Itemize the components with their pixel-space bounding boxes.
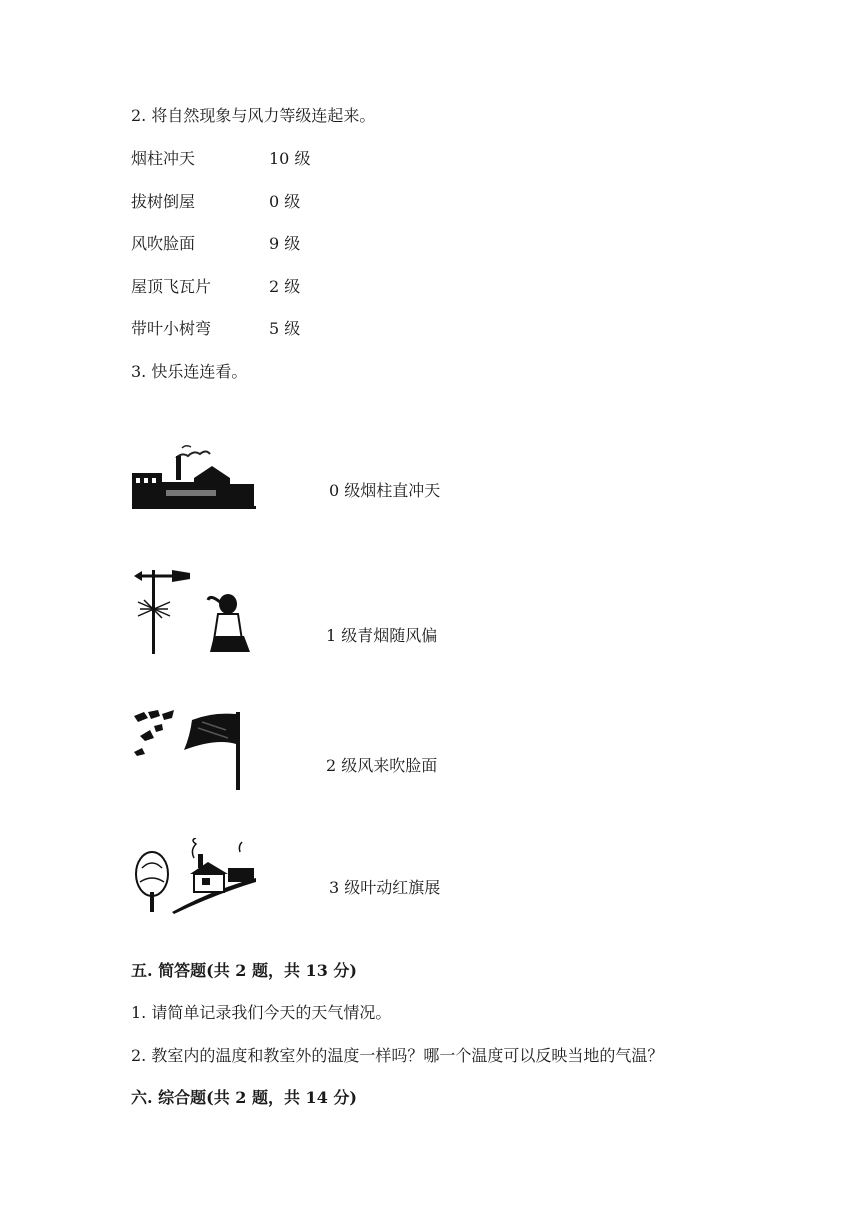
q3-label: 1 级青烟随风偏: [326, 626, 438, 645]
q3-label: 2 级风来吹脸面: [326, 756, 438, 775]
q3-label: 0 级烟柱直冲天: [329, 481, 441, 500]
section6-heading: 六. 综合题(共 2 题，共 14 分): [131, 1088, 357, 1107]
factory-smoke-icon: [132, 440, 256, 510]
q2-left-item: 烟柱冲天: [131, 149, 196, 168]
q2-left-item: 带叶小树弯: [131, 319, 212, 338]
q2-right-item: 5 级: [269, 319, 301, 338]
section5-heading: 五. 简答题(共 2 题，共 13 分): [131, 961, 357, 980]
q2-right-item: 9 级: [269, 234, 301, 253]
q2-right-item: 10 级: [269, 149, 311, 168]
house-tree-icon: [132, 838, 256, 914]
q2-right-item: 2 级: [269, 277, 301, 296]
q3-title: 3. 快乐连连看。: [131, 362, 248, 381]
q2-right-item: 0 级: [269, 192, 301, 211]
q2-left-item: 拔树倒屋: [131, 192, 196, 211]
weathervane-person-icon: [132, 566, 256, 656]
q2-left-item: 风吹脸面: [131, 234, 196, 253]
q2-title: 2. 将自然现象与风力等级连起来。: [131, 106, 376, 125]
section5-question: 2. 教室内的温度和教室外的温度一样吗？哪一个温度可以反映当地的气温？: [131, 1046, 664, 1065]
section5-question: 1. 请简单记录我们今天的天气情况。: [131, 1003, 392, 1022]
flag-wind-icon: [132, 708, 256, 792]
q2-left-item: 屋顶飞瓦片: [131, 277, 212, 296]
q3-label: 3 级叶动红旗展: [329, 878, 441, 897]
